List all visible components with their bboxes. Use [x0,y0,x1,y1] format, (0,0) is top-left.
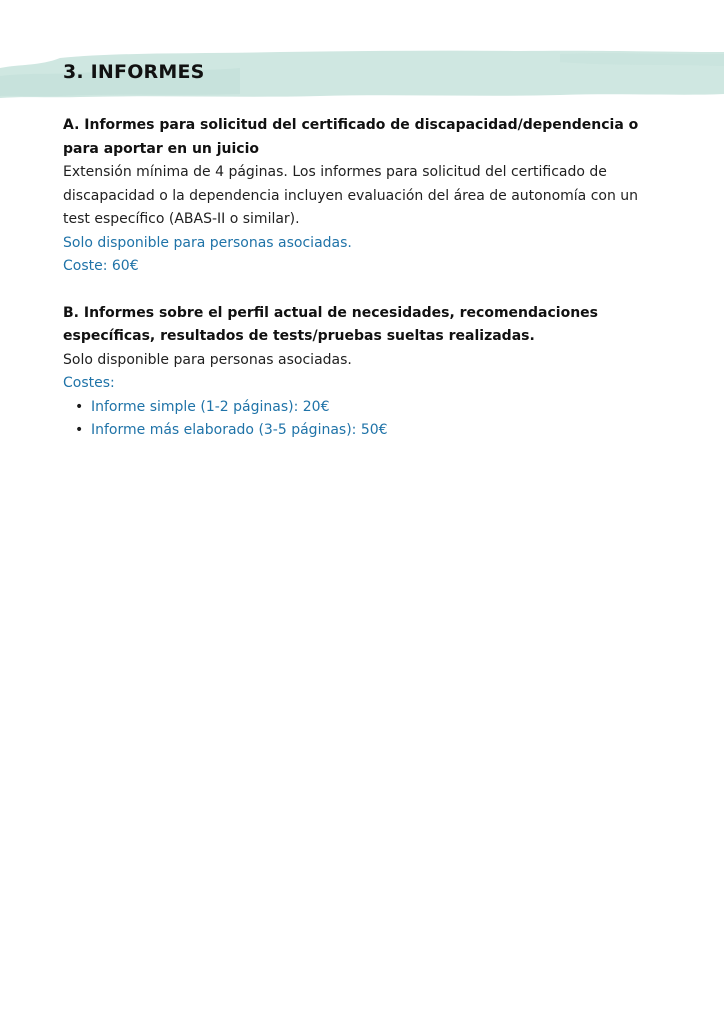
document-body [63,114,653,443]
report-b-heading: B. Informes sobre el perfil actual de necesidades, recomendaciones específicas, resultados de tests/pruebas sueltas realizadas. [63,304,598,344]
report-b-costs-label: Costes: [63,375,115,391]
report-type-b [63,302,653,443]
bullet-icon: • [75,422,84,438]
section-title: 3. INFORMES [63,61,205,83]
report-b-cost-list [63,396,653,443]
report-a-availability: Solo disponible para personas asociadas. [63,234,352,251]
report-a-description: Extensión mínima de 4 páginas. Los informes para solicitud del certificado de discapacidad o la dependencia incluyen evaluación del área de autonomía con un test específico (ABAS-II o similar). [63,164,639,227]
report-a-cost: Coste: 60€ [63,258,139,274]
cost-item-text: Informe simple (1-2 páginas): 20€ [91,398,330,415]
report-a-heading: A. Informes para solicitud del certificado de discapacidad/dependencia o para aportar en un juicio [63,117,639,157]
bullet-icon: • [75,398,84,415]
cost-list-item [75,396,653,420]
cost-list-item [75,419,653,443]
report-type-a [63,114,653,279]
report-b-availability: Solo disponible para personas asociadas. [63,351,352,368]
cost-item-text: Informe más elaborado (3-5 páginas): 50€ [91,422,388,438]
